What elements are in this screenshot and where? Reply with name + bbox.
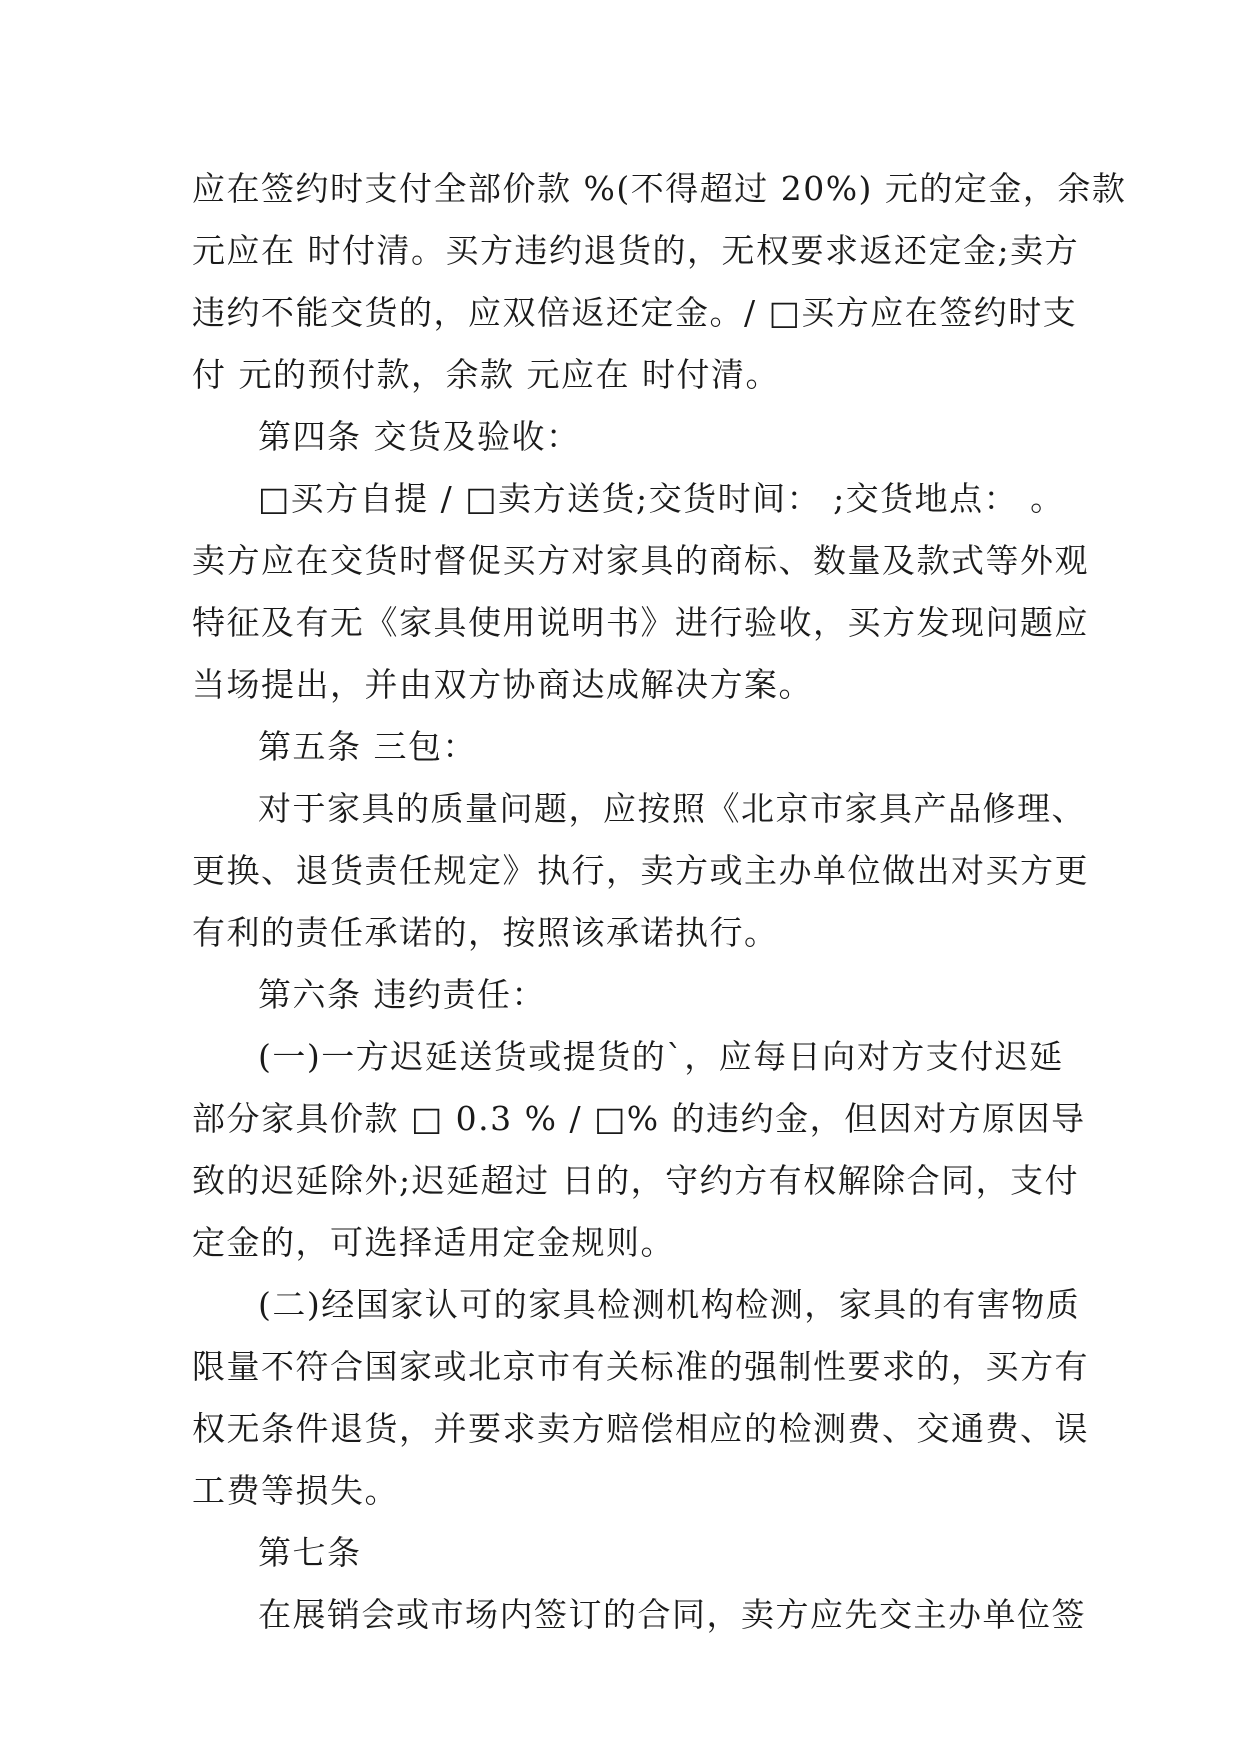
text-line: 有利的责任承诺的，按照该承诺执行。 <box>192 913 779 952</box>
contract-text <box>192 158 1127 1646</box>
text-line: 第四条 交货及验收： <box>258 417 581 456</box>
text-line: 限量不符合国家或北京市有关标准的强制性要求的，买方有 <box>192 1347 1089 1386</box>
text-line: 在展销会或市场内签订的合同，卖方应先交主办单位签 <box>258 1595 1086 1634</box>
text-line: 第五条 三包： <box>258 727 477 766</box>
text-line: 元应在 时付清。买方违约退货的，无权要求返还定金;卖方 <box>192 231 1080 270</box>
text-line: 当场提出，并由双方协商达成解决方案。 <box>192 665 813 704</box>
text-line: 卖方应在交货时督促买方对家具的商标、数量及款式等外观 <box>192 541 1089 580</box>
text-line: 应在签约时支付全部价款 %(不得超过 20%) 元的定金，余款 <box>192 169 1127 208</box>
text-line: (一)一方迟延送货或提货的`，应每日向对方支付迟延 <box>258 1037 1064 1076</box>
text-line: (二)经国家认可的家具检测机构检测，家具的有害物质 <box>258 1285 1081 1324</box>
text-line: 第七条 <box>258 1533 362 1572</box>
text-line: 更换、退货责任规定》执行，卖方或主办单位做出对买方更 <box>192 851 1089 890</box>
text-line: 定金的，可选择适用定金规则。 <box>192 1223 675 1262</box>
text-line: 第六条 违约责任： <box>258 975 546 1014</box>
text-line: 权无条件退货，并要求卖方赔偿相应的检测费、交通费、误 <box>192 1409 1089 1448</box>
text-line: 对于家具的质量问题，应按照《北京市家具产品修理、 <box>258 789 1086 828</box>
text-line: 特征及有无《家具使用说明书》进行验收，买方发现问题应 <box>192 603 1089 642</box>
text-line: 付 元的预付款，余款 元应在 时付清。 <box>192 355 780 394</box>
text-line: 致的迟延除外;迟延超过 日的，守约方有权解除合同，支付 <box>192 1161 1080 1200</box>
text-line: 违约不能交货的，应双倍返还定金。/ □买方应在签约时支 <box>192 293 1078 332</box>
text-line: 部分家具价款 □ 0.3 % / □% 的违约金，但因对方原因导 <box>192 1099 1086 1138</box>
text-line: 工费等损失。 <box>192 1471 399 1510</box>
text-line: □买方自提 / □卖方送货;交货时间： ;交货地点： 。 <box>258 479 1065 518</box>
